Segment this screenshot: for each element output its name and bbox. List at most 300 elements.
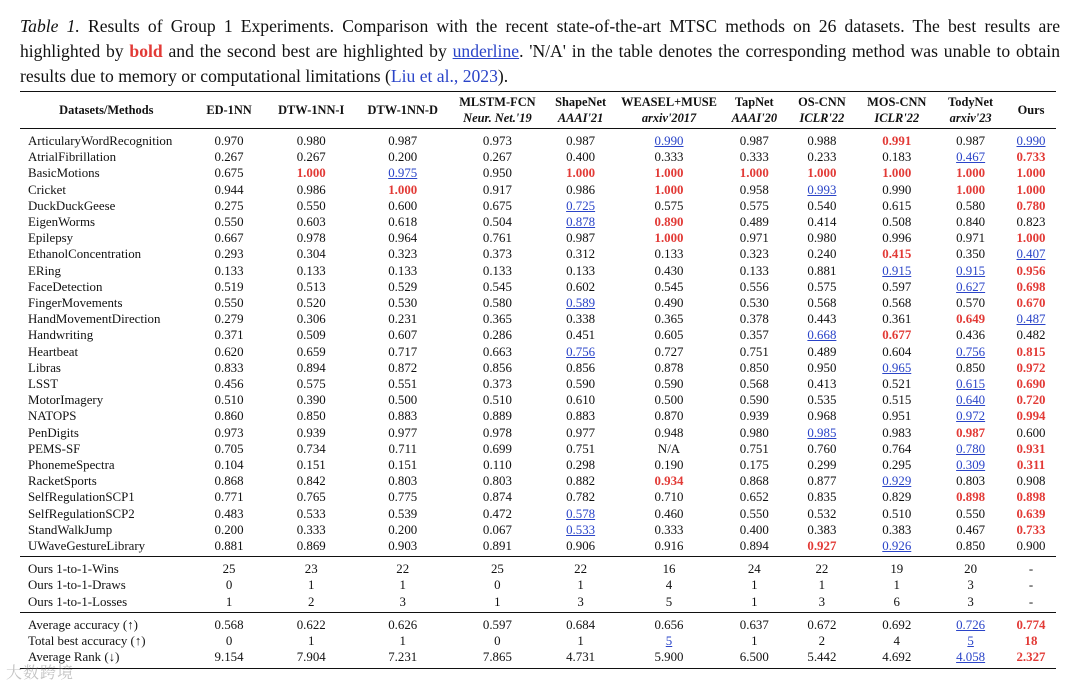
table-cell: 0.874 bbox=[482, 490, 512, 505]
table-cell: 0.231 bbox=[388, 312, 418, 327]
table-cell: 0.413 bbox=[807, 377, 837, 392]
table-cell: 0.977 bbox=[388, 425, 418, 440]
table-cell: - bbox=[1028, 562, 1034, 577]
table-cell: 1 bbox=[225, 594, 233, 609]
table-cell: 0 bbox=[225, 634, 233, 649]
column-header bbox=[265, 92, 357, 129]
table-cell: 0.978 bbox=[482, 425, 512, 440]
table-cell: 0.513 bbox=[296, 279, 326, 294]
table-cell: 24 bbox=[747, 562, 761, 577]
table-cell: 0.870 bbox=[654, 409, 684, 424]
table-cell: 4 bbox=[893, 634, 900, 649]
table-cell: 1 bbox=[577, 634, 584, 649]
table-cell: 22 bbox=[574, 562, 588, 577]
table-cell: 0.323 bbox=[388, 247, 418, 262]
summary-row bbox=[20, 649, 1056, 668]
table-cell: 0.510 bbox=[882, 506, 912, 521]
table-cell: 0.950 bbox=[482, 166, 512, 181]
table-cell: 0.415 bbox=[882, 247, 912, 262]
table-cell: 0.869 bbox=[296, 539, 326, 554]
table-cell: 0.151 bbox=[388, 458, 418, 473]
table-cell: 0.529 bbox=[388, 279, 418, 294]
table-cell: 0.509 bbox=[296, 328, 326, 343]
table-cell: 25 bbox=[490, 562, 504, 577]
table-cell: 0.371 bbox=[214, 328, 244, 343]
table-cell: 3 bbox=[967, 594, 974, 609]
table-cell: 1.000 bbox=[807, 166, 837, 181]
caption-text-2: and the second best are highlighted by bbox=[162, 41, 453, 61]
table-cell: 0.482 bbox=[1016, 328, 1046, 343]
table-cell: 0.490 bbox=[654, 296, 684, 311]
table-cell: 0.917 bbox=[482, 182, 512, 197]
table-cell: 0.104 bbox=[214, 458, 244, 473]
table-cell: 0.987 bbox=[956, 425, 986, 440]
table-cell: 0.726 bbox=[956, 617, 986, 632]
table-cell: 0.948 bbox=[654, 425, 684, 440]
table-cell: 0.200 bbox=[214, 522, 244, 537]
table-cell: 0.604 bbox=[882, 344, 912, 359]
table-cell: 0.720 bbox=[1016, 393, 1046, 408]
table-cell: 19 bbox=[890, 562, 904, 577]
table-cell: 0.183 bbox=[882, 150, 912, 165]
table-cell: 0.133 bbox=[214, 263, 244, 278]
table-cell: 0.550 bbox=[296, 198, 326, 213]
header-name: DTW-1NN-I bbox=[278, 103, 345, 117]
table-cell: 0.295 bbox=[882, 458, 912, 473]
table-cell: 0.710 bbox=[654, 490, 684, 505]
table-cell: 0.575 bbox=[296, 377, 326, 392]
table-cell: 4.058 bbox=[956, 650, 986, 665]
table-cell: 0.133 bbox=[566, 263, 596, 278]
table-cell: - bbox=[1028, 578, 1034, 593]
table-cell: 0.987 bbox=[739, 134, 769, 148]
table-cell: 0.615 bbox=[882, 198, 912, 213]
table-cell: 0.603 bbox=[296, 215, 326, 230]
table-cell: 0.293 bbox=[214, 247, 244, 262]
table-cell: 1 bbox=[751, 634, 758, 649]
header-name: Ours bbox=[1017, 103, 1045, 117]
caption-text-3: . 'N/A' in the table denotes the corresponding method was unable to obtain results due to memory or computational limitations ( bbox=[20, 41, 1060, 86]
table-cell: 1.000 bbox=[388, 182, 418, 197]
table-cell: 0.780 bbox=[1016, 198, 1046, 213]
table-cell: 0.190 bbox=[654, 458, 684, 473]
table-cell: 9.154 bbox=[214, 650, 244, 665]
caption-label: Table 1. bbox=[20, 16, 80, 36]
table-cell: 0.850 bbox=[739, 360, 769, 375]
table-cell: 0.443 bbox=[807, 312, 837, 327]
table-cell: 0.903 bbox=[388, 539, 418, 554]
dataset-row bbox=[20, 344, 1056, 360]
table-cell: 0.620 bbox=[214, 344, 244, 359]
table-cell: 0.775 bbox=[388, 490, 418, 505]
table-cell: 0.510 bbox=[214, 393, 244, 408]
table-cell: 0.986 bbox=[296, 182, 326, 197]
table-cell: 0.575 bbox=[654, 198, 684, 213]
table-cell: 0.774 bbox=[1016, 617, 1046, 632]
table-body bbox=[20, 129, 1056, 669]
row-label: SelfRegulationSCP1 bbox=[28, 490, 135, 505]
table-cell: 0.357 bbox=[739, 328, 769, 343]
table-cell: 0.835 bbox=[807, 490, 837, 505]
table-cell: 0.656 bbox=[654, 617, 684, 632]
table-cell: 0.803 bbox=[388, 474, 418, 489]
header-venue: ICLR'22 bbox=[874, 111, 920, 125]
table-cell: 0.580 bbox=[956, 198, 986, 213]
table-cell: 6 bbox=[893, 594, 900, 609]
table-cell: 0.971 bbox=[956, 231, 986, 246]
dataset-row bbox=[20, 425, 1056, 441]
header-venue: AAAI'21 bbox=[557, 111, 604, 125]
table-cell: 23 bbox=[304, 562, 318, 577]
table-cell: 0.881 bbox=[807, 263, 837, 278]
table-cell: 0.872 bbox=[388, 360, 418, 375]
dataset-row bbox=[20, 246, 1056, 262]
table-cell: 1.000 bbox=[654, 231, 684, 246]
table-cell: 0.699 bbox=[482, 441, 512, 456]
table-cell: 0.751 bbox=[739, 441, 769, 456]
column-header-datasets bbox=[20, 92, 193, 129]
table-cell: 0.110 bbox=[483, 458, 512, 473]
table-cell: 0.881 bbox=[214, 539, 244, 554]
table-cell: 0.500 bbox=[388, 393, 418, 408]
table-cell: 0.640 bbox=[956, 393, 986, 408]
citation-link[interactable]: Liu et al., 2023 bbox=[390, 66, 498, 86]
table-cell: 0.677 bbox=[882, 328, 912, 343]
table-cell: 0.311 bbox=[1016, 458, 1046, 473]
table-cell: 0.815 bbox=[1016, 344, 1046, 359]
header-venue: AAAI'20 bbox=[731, 111, 778, 125]
table-cell: 0.580 bbox=[482, 296, 512, 311]
comparison-row bbox=[20, 594, 1056, 613]
row-label: FingerMovements bbox=[28, 296, 123, 311]
table-cell: 0.323 bbox=[739, 247, 769, 262]
table-cell: 0.622 bbox=[296, 617, 326, 632]
table-cell: 0.780 bbox=[956, 441, 986, 456]
table-cell: 0.756 bbox=[956, 344, 986, 359]
table-cell: 0.990 bbox=[882, 182, 912, 197]
table-cell: 0.568 bbox=[807, 296, 837, 311]
table-cell: 0.456 bbox=[214, 377, 244, 392]
table-cell: 1.000 bbox=[654, 182, 684, 197]
table-cell: 0.663 bbox=[482, 344, 512, 359]
table-cell: 0.939 bbox=[739, 409, 769, 424]
table-cell: 0.373 bbox=[482, 377, 512, 392]
table-cell: 3 bbox=[399, 594, 406, 609]
table-cell: 2 bbox=[307, 594, 315, 609]
table-cell: 0.659 bbox=[296, 344, 326, 359]
table-cell: 0.973 bbox=[482, 134, 512, 148]
table-cell: 0.605 bbox=[654, 328, 684, 343]
header-row bbox=[20, 92, 1056, 129]
table-cell: 0.267 bbox=[482, 150, 512, 165]
table-cell: 22 bbox=[815, 562, 829, 577]
column-header bbox=[193, 92, 266, 129]
table-cell: 0.991 bbox=[882, 134, 912, 148]
table-cell: 0.916 bbox=[654, 539, 684, 554]
table-cell: 0.267 bbox=[296, 150, 326, 165]
table-cell: 1.000 bbox=[566, 166, 596, 181]
table-cell: - bbox=[1028, 594, 1034, 609]
table-cell: 0.568 bbox=[214, 617, 244, 632]
table-cell: 1 bbox=[751, 578, 758, 593]
table-cell: 0.931 bbox=[1016, 441, 1046, 456]
row-label: Ours 1-to-1-Draws bbox=[28, 578, 126, 593]
table-cell: 0.889 bbox=[482, 409, 512, 424]
table-cell: 0.627 bbox=[956, 279, 986, 294]
table-cell: 0.530 bbox=[739, 296, 769, 311]
table-cell: 0.980 bbox=[739, 425, 769, 440]
table-cell: 0.761 bbox=[482, 231, 512, 246]
summary-row bbox=[20, 612, 1056, 633]
table-cell: 2.327 bbox=[1016, 650, 1046, 665]
table-cell: 0.515 bbox=[882, 393, 912, 408]
table-cell: 1 bbox=[751, 594, 758, 609]
table-cell: 0.373 bbox=[482, 247, 512, 262]
table-cell: 0.533 bbox=[566, 522, 596, 537]
table-cell: 0.312 bbox=[566, 247, 596, 262]
row-label: AtrialFibrillation bbox=[28, 150, 117, 165]
table-caption bbox=[20, 14, 1060, 89]
table-cell: 0.894 bbox=[296, 360, 326, 375]
table-cell: 0.133 bbox=[296, 263, 326, 278]
table-cell: 0.915 bbox=[956, 263, 986, 278]
row-label: PEMS-SF bbox=[28, 441, 81, 456]
table-cell: 1.000 bbox=[296, 166, 326, 181]
table-cell: 0.568 bbox=[739, 377, 769, 392]
table-cell: 0.383 bbox=[882, 522, 912, 537]
table-cell: 0.400 bbox=[566, 150, 596, 165]
table-cell: 0.267 bbox=[214, 150, 244, 165]
table-cell: 0.987 bbox=[566, 134, 596, 148]
table-cell: 5 bbox=[665, 634, 673, 649]
table-cell: 0.675 bbox=[214, 166, 244, 181]
table-cell: 0.987 bbox=[388, 134, 418, 148]
table-cell: 0.891 bbox=[482, 539, 512, 554]
table-cell: 0.504 bbox=[482, 215, 512, 230]
table-cell: 0.333 bbox=[654, 522, 684, 537]
table-cell: 0.971 bbox=[739, 231, 769, 246]
table-cell: 0.996 bbox=[882, 231, 912, 246]
table-cell: 0.829 bbox=[882, 490, 912, 505]
table-cell: 0.500 bbox=[654, 393, 684, 408]
dataset-row bbox=[20, 360, 1056, 376]
column-header bbox=[615, 92, 723, 129]
comparison-row bbox=[20, 577, 1056, 593]
table-cell: 0.430 bbox=[654, 263, 684, 278]
table-cell: 0.850 bbox=[956, 539, 986, 554]
table-cell: 0.964 bbox=[388, 231, 418, 246]
table-cell: 4 bbox=[665, 578, 673, 593]
table-cell: 0.782 bbox=[566, 490, 596, 505]
dataset-row bbox=[20, 376, 1056, 392]
table-cell: 0.856 bbox=[482, 360, 512, 375]
table-cell: 0.535 bbox=[807, 393, 837, 408]
table-cell: 1.000 bbox=[654, 166, 684, 181]
table-cell: 0.717 bbox=[388, 344, 418, 359]
table-cell: 7.231 bbox=[388, 650, 418, 665]
table-cell: 0.980 bbox=[807, 231, 837, 246]
row-label: Handwriting bbox=[28, 328, 94, 343]
row-label: Cricket bbox=[28, 182, 66, 197]
table-cell: 0.233 bbox=[807, 150, 837, 165]
table-cell: 7.904 bbox=[296, 650, 326, 665]
table-cell: 0.460 bbox=[654, 506, 684, 521]
table-cell: 0.990 bbox=[1016, 134, 1046, 148]
dataset-row bbox=[20, 506, 1056, 522]
table-cell: 0.575 bbox=[739, 198, 769, 213]
table-cell: 0.545 bbox=[654, 279, 684, 294]
dataset-row bbox=[20, 311, 1056, 327]
table-cell: 0.570 bbox=[956, 296, 986, 311]
table-cell: 3 bbox=[577, 594, 584, 609]
table-cell: 0.489 bbox=[739, 215, 769, 230]
table-cell: 0.550 bbox=[214, 215, 244, 230]
table-cell: 0.551 bbox=[388, 377, 418, 392]
table-cell: 0.637 bbox=[739, 617, 769, 632]
table-cell: 0.900 bbox=[1016, 539, 1046, 554]
table-cell: 0.350 bbox=[956, 247, 986, 262]
table-cell: 0.929 bbox=[882, 474, 912, 489]
table-cell: 0.361 bbox=[882, 312, 912, 327]
table-cell: 0.575 bbox=[807, 279, 837, 294]
table-cell: 0.764 bbox=[882, 441, 912, 456]
table-cell: 0.133 bbox=[739, 263, 769, 278]
row-label: StandWalkJump bbox=[28, 522, 113, 537]
table-cell: 5.900 bbox=[654, 650, 684, 665]
row-label: BasicMotions bbox=[28, 166, 100, 181]
header-name: ED-1NN bbox=[206, 103, 252, 117]
dataset-row bbox=[20, 149, 1056, 165]
table-cell: 1.000 bbox=[1016, 231, 1046, 246]
table-cell: 0.978 bbox=[296, 231, 326, 246]
table-cell: 0.958 bbox=[739, 182, 769, 197]
row-label: NATOPS bbox=[28, 409, 77, 424]
dataset-row bbox=[20, 230, 1056, 246]
dataset-row bbox=[20, 441, 1056, 457]
table-cell: 0.915 bbox=[882, 263, 912, 278]
table-cell: 1 bbox=[818, 578, 826, 593]
row-label: ERing bbox=[28, 263, 61, 278]
dataset-row bbox=[20, 198, 1056, 214]
header-name: Datasets/Methods bbox=[59, 103, 154, 117]
table-cell: 16 bbox=[662, 562, 676, 577]
table-cell: 0.760 bbox=[807, 441, 837, 456]
dataset-row bbox=[20, 129, 1056, 150]
table-cell: 0.668 bbox=[807, 328, 837, 343]
table-cell: 0.883 bbox=[388, 409, 418, 424]
table-cell: 0.711 bbox=[388, 441, 418, 456]
table-cell: 5.442 bbox=[807, 650, 837, 665]
table-cell: 0.133 bbox=[388, 263, 418, 278]
table-cell: 0.487 bbox=[1016, 312, 1046, 327]
table-cell: 0.649 bbox=[956, 312, 986, 327]
table-cell: 0.472 bbox=[482, 506, 512, 521]
watermark: 大数跨境 bbox=[6, 663, 75, 682]
table-cell: 0.670 bbox=[1016, 296, 1046, 311]
dataset-row bbox=[20, 538, 1056, 557]
table-cell: 5 bbox=[665, 594, 673, 609]
table-cell: 0.618 bbox=[388, 215, 418, 230]
table-cell: 0.652 bbox=[739, 490, 769, 505]
table-cell: 0.510 bbox=[482, 393, 512, 408]
table-cell: 0.842 bbox=[296, 474, 326, 489]
table-cell: 25 bbox=[222, 562, 236, 577]
table-cell: 0.908 bbox=[1016, 474, 1046, 489]
column-header bbox=[858, 92, 935, 129]
table-cell: 0.856 bbox=[566, 360, 596, 375]
table-cell: 0.489 bbox=[807, 344, 837, 359]
table-cell: 0.414 bbox=[807, 215, 837, 230]
table-cell: 0.877 bbox=[807, 474, 837, 489]
table-cell: 0 bbox=[225, 578, 233, 593]
table-cell: 0.400 bbox=[739, 522, 769, 537]
table-cell: 4.692 bbox=[882, 650, 912, 665]
table-cell: 0.378 bbox=[739, 312, 769, 327]
table-cell: 0.597 bbox=[882, 279, 912, 294]
dataset-row bbox=[20, 457, 1056, 473]
table-cell: 1 bbox=[307, 634, 315, 649]
table-cell: 0.309 bbox=[956, 458, 986, 473]
table-cell: 0.988 bbox=[807, 134, 837, 148]
table-cell: 1.000 bbox=[1016, 182, 1046, 197]
table-cell: N/A bbox=[657, 441, 681, 456]
table-cell: 0.590 bbox=[566, 377, 596, 392]
table-cell: 2 bbox=[818, 634, 826, 649]
table-cell: 0.520 bbox=[296, 296, 326, 311]
column-header bbox=[357, 92, 449, 129]
table-cell: 0.926 bbox=[882, 539, 912, 554]
table-cell: 0.977 bbox=[566, 425, 596, 440]
table-cell: 1 bbox=[399, 634, 406, 649]
column-header bbox=[786, 92, 859, 129]
table-cell: 0.751 bbox=[739, 344, 769, 359]
table-cell: 0.705 bbox=[214, 441, 244, 456]
table-cell: 0.530 bbox=[388, 296, 418, 311]
table-cell: 0.639 bbox=[1016, 506, 1046, 521]
table-cell: 0.987 bbox=[956, 134, 986, 148]
table-cell: 0.690 bbox=[1016, 377, 1046, 392]
dataset-row bbox=[20, 408, 1056, 424]
dataset-row bbox=[20, 182, 1056, 198]
dataset-row bbox=[20, 327, 1056, 343]
table-cell: 0.333 bbox=[654, 150, 684, 165]
table-cell: 0.765 bbox=[296, 490, 326, 505]
row-label: LSST bbox=[28, 377, 59, 392]
caption-text-1: Results of Group 1 Experiments. Comparison with the recent state-of-the-art MTSC methods on 26 datasets. The best results are highlighted by bbox=[20, 16, 1060, 61]
table-cell: 0.390 bbox=[296, 393, 326, 408]
dataset-row bbox=[20, 473, 1056, 489]
table-cell: 1 bbox=[307, 578, 315, 593]
table-cell: 0.550 bbox=[214, 296, 244, 311]
table-cell: 0.939 bbox=[296, 425, 326, 440]
table-cell: 0.803 bbox=[482, 474, 512, 489]
row-label: UWaveGestureLibrary bbox=[28, 539, 146, 554]
table-cell: 1.000 bbox=[956, 182, 986, 197]
table-cell: 0.994 bbox=[1016, 409, 1046, 424]
header-name: MLSTM-FCN bbox=[459, 95, 536, 109]
table-cell: 0.733 bbox=[1016, 150, 1046, 165]
table-cell: 0.973 bbox=[214, 425, 244, 440]
table-cell: 0.972 bbox=[956, 409, 986, 424]
table-cell: 0.589 bbox=[566, 296, 596, 311]
table-cell: 1 bbox=[577, 578, 584, 593]
row-label: Libras bbox=[28, 360, 61, 375]
table-cell: 0.751 bbox=[566, 441, 596, 456]
summary-row bbox=[20, 633, 1056, 649]
table-cell: 0.550 bbox=[739, 506, 769, 521]
column-header bbox=[546, 92, 615, 129]
column-header bbox=[723, 92, 785, 129]
